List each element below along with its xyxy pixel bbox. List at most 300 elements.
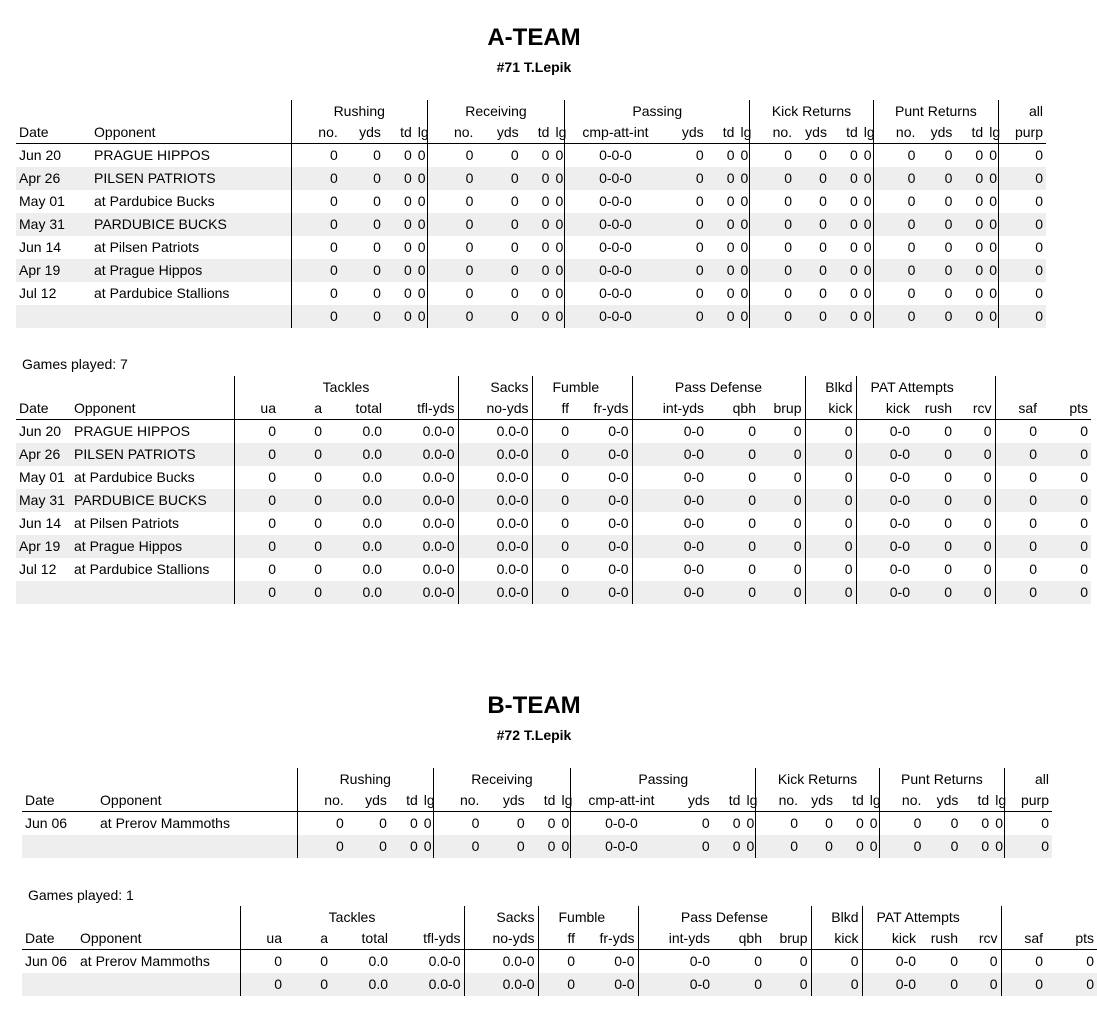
stat-cell: 0	[850, 285, 858, 301]
column-header: kick	[862, 928, 919, 950]
table-row	[16, 558, 1091, 581]
games-played: Games played: 1	[28, 887, 134, 903]
stat-cell: 0	[415, 259, 427, 282]
stat-cell: 0	[981, 815, 990, 831]
group-header-row	[22, 906, 1097, 928]
stat-cell: 0	[1080, 469, 1089, 485]
opponent-cell: at Prague Hippos	[91, 259, 291, 282]
column-header: rcv	[961, 928, 1001, 950]
stat-cell: 0	[873, 167, 918, 190]
stat-cell: 0	[805, 535, 856, 558]
stat-cell: 0	[522, 213, 553, 236]
column-header: yds	[801, 790, 836, 812]
stat-cell: 0	[918, 259, 955, 282]
stat-cell: 0	[737, 190, 749, 213]
total-cell: 0	[707, 581, 759, 604]
stat-cell: 0	[341, 167, 384, 190]
column-header: ua	[240, 928, 285, 950]
stat-cell: 0-0-0	[565, 167, 666, 190]
group-header: Punt Returns	[879, 768, 1004, 790]
stat-cell: 0	[737, 236, 749, 259]
total-cell: 0	[795, 305, 830, 328]
stat-cell: 0.0-0	[385, 466, 458, 489]
stat-cell: 0	[759, 558, 805, 581]
total-cell: 0	[918, 305, 955, 328]
total-cell: 0	[801, 835, 836, 858]
stat-cell: 0-0-0	[599, 239, 632, 255]
stat-cell: 0-0	[572, 512, 632, 535]
column-header: td	[528, 790, 559, 812]
stat-cell: 0	[341, 259, 384, 282]
total-label-cell	[16, 305, 291, 328]
stat-cell: 0	[819, 285, 827, 301]
stat-cell: 0	[516, 815, 525, 831]
stat-cell: 0	[329, 285, 338, 301]
column-header: kick	[856, 398, 913, 420]
stat-cell: 0	[850, 193, 858, 209]
stat-cell: 0	[918, 213, 955, 236]
stat-cell: 0	[743, 812, 755, 836]
column-header: yds	[672, 790, 713, 812]
column-header: no.	[427, 122, 476, 144]
stat-cell: 0	[805, 512, 856, 535]
stat-cell: 0	[765, 950, 811, 974]
column-header: td	[384, 122, 415, 144]
group-header: Passing	[565, 100, 750, 122]
column-header: pts	[1046, 928, 1097, 950]
column-header: td	[961, 790, 992, 812]
opponent-cell: at Pilsen Patriots	[91, 236, 291, 259]
games-played: Games played: 7	[22, 356, 128, 372]
stat-cell: 0	[995, 443, 1040, 466]
column-header: rcv	[955, 398, 995, 420]
opponent-cell: PRAGUE HIPPOS	[91, 144, 291, 168]
empty-cell	[1040, 376, 1091, 398]
column-header: cmp-att-int	[571, 790, 672, 812]
stat-cell: 0	[795, 213, 830, 236]
group-header: Sacks	[458, 376, 532, 398]
stat-cell: 0-0	[683, 469, 704, 485]
stat-cell: 0	[995, 489, 1040, 512]
stat-cell: 0	[750, 167, 795, 190]
stat-cell: 0	[291, 259, 340, 282]
total-cell: 0.0	[325, 581, 385, 604]
stat-cell: 0	[986, 190, 998, 213]
date-cell: May 31	[16, 489, 71, 512]
stat-cell: 0	[913, 815, 922, 831]
stat-cell: 0	[748, 469, 756, 485]
group-header: Rushing	[297, 768, 433, 790]
column-header: yds	[341, 122, 384, 144]
column-header: td	[836, 790, 867, 812]
stat-cell: 0.0-0	[458, 535, 532, 558]
column-header: Opponent	[91, 122, 291, 144]
stat-cell: 0	[279, 489, 325, 512]
stat-cell: 0	[522, 259, 553, 282]
defense-table	[16, 376, 1091, 604]
stat-cell: 0	[850, 239, 858, 255]
stat-cell: 0	[811, 950, 862, 974]
stat-cell: 0	[986, 213, 998, 236]
stat-cell: 0.0-0	[385, 558, 458, 581]
table-row	[22, 950, 1097, 974]
stat-cell: 0	[1080, 561, 1089, 577]
stat-cell: 0-0	[856, 535, 913, 558]
stat-cell: 0-0	[683, 561, 704, 577]
table-row	[16, 420, 1091, 444]
total-label-cell	[22, 835, 297, 858]
stat-cell: 0.0	[325, 535, 385, 558]
stat-cell: 0	[234, 489, 279, 512]
stat-cell: 0	[737, 167, 749, 190]
total-cell: 0	[961, 835, 992, 858]
stat-cell: 0	[268, 469, 276, 485]
total-cell: 0	[913, 581, 955, 604]
stat-cell: 0	[335, 815, 344, 831]
column-header: brup	[765, 928, 811, 950]
date-cell: Apr 26	[16, 167, 91, 190]
group-header: Tackles	[240, 906, 464, 928]
stat-cell: 0-0	[578, 950, 638, 974]
group-header: Sacks	[464, 906, 538, 928]
date-cell: Apr 19	[16, 259, 91, 282]
column-header: Date	[22, 790, 97, 812]
column-header: lg	[986, 122, 998, 144]
column-header: yds	[476, 122, 521, 144]
column-header: total	[331, 928, 391, 950]
stat-cell: 0	[975, 285, 984, 301]
column-header: td	[390, 790, 421, 812]
date-cell: Jul 12	[19, 561, 57, 577]
stat-cell: 0	[986, 259, 998, 282]
table-row	[16, 535, 1091, 558]
stat-cell: 0	[707, 259, 738, 282]
stat-cell: 0	[552, 144, 564, 168]
stat-cell: 0	[403, 193, 412, 209]
column-header: tfl-yds	[391, 928, 464, 950]
total-cell: 0	[558, 835, 570, 858]
stat-cell: 0	[341, 213, 384, 236]
stat-cell: 0	[476, 167, 521, 190]
column-header: td	[830, 122, 861, 144]
column-header: brup	[759, 398, 805, 420]
stat-cell: 0	[415, 213, 427, 236]
stat-cell: 0	[726, 239, 735, 255]
total-cell: 0	[666, 305, 707, 328]
total-cell: 0	[992, 835, 1004, 858]
stat-cell: 0	[759, 420, 805, 444]
opponent-cell: PARDUBICE BUCKS	[71, 489, 234, 512]
stat-cell: 0	[1080, 515, 1089, 531]
total-cell: 0-0	[862, 973, 919, 996]
empty-cell	[77, 906, 240, 928]
stat-cell: 0-0	[572, 535, 632, 558]
group-header: Blkd	[805, 376, 856, 398]
stat-cell: 0-0	[889, 515, 910, 531]
table-row	[22, 812, 1052, 836]
stat-cell: 0	[268, 561, 276, 577]
date-cell: Jul 12	[19, 285, 57, 301]
stat-cell: 0.0	[362, 423, 382, 439]
total-cell: 0	[707, 305, 738, 328]
column-header-row	[22, 790, 1052, 812]
stat-cell: 0	[1080, 423, 1089, 439]
table-row	[16, 190, 1046, 213]
stat-cell: 0	[918, 167, 955, 190]
empty-cell	[1046, 906, 1097, 928]
total-cell: 0-0	[856, 581, 913, 604]
stat-cell: 0	[955, 420, 995, 444]
stat-cell: 0	[861, 213, 873, 236]
stat-cell: 0	[944, 469, 952, 485]
stat-cell: 0.0	[362, 561, 382, 577]
stat-cell: 0-0-0	[599, 193, 632, 209]
stat-cell: 0	[329, 239, 338, 255]
column-header: lg	[992, 790, 1004, 812]
column-header: lg	[861, 122, 873, 144]
stat-cell: 0.0	[368, 953, 388, 969]
stat-cell: 0	[737, 282, 749, 305]
stat-cell: 0	[955, 512, 995, 535]
opponent-cell: at Prerov Mammoths	[97, 812, 297, 836]
stat-cell: 0	[913, 443, 955, 466]
stat-cell: 0	[784, 193, 793, 209]
stat-cell: 0	[861, 259, 873, 282]
column-header: no.	[756, 790, 801, 812]
stat-cell: 0.0-0	[385, 512, 458, 535]
total-cell: 0	[955, 581, 995, 604]
total-cell: 0	[995, 581, 1040, 604]
stat-cell: 0	[784, 147, 793, 163]
stat-cell: 0-0	[572, 466, 632, 489]
total-cell: 0	[955, 305, 986, 328]
column-header-row	[16, 398, 1091, 420]
total-cell: 0	[341, 305, 384, 328]
stat-cell: 0	[861, 236, 873, 259]
stat-cell: 0	[732, 815, 741, 831]
total-cell: 0	[433, 835, 482, 858]
stat-cell: 0	[913, 535, 955, 558]
total-cell: 0-0-0	[565, 305, 666, 328]
stat-cell: 0	[314, 515, 322, 531]
stat-cell: 0	[750, 213, 795, 236]
total-cell: 0	[476, 305, 521, 328]
stat-cell: 0	[701, 815, 710, 831]
stat-cell: 0	[726, 285, 735, 301]
stat-cell: 0	[944, 147, 953, 163]
opponent-cell: at Pardubice Stallions	[91, 282, 291, 305]
group-header: Tackles	[234, 376, 458, 398]
stat-cell: 0	[795, 259, 830, 282]
table-row	[16, 282, 1046, 305]
opponent-cell: at Pardubice Bucks	[91, 190, 291, 213]
stat-cell: 0	[547, 815, 556, 831]
stat-cell: 0-0	[572, 558, 632, 581]
column-header: td	[707, 122, 738, 144]
stat-cell: 0	[805, 420, 856, 444]
total-row	[16, 305, 1046, 328]
column-header: total	[325, 398, 385, 420]
group-header: Pass Defense	[632, 376, 805, 398]
column-header: no.	[879, 790, 924, 812]
stat-cell: 0	[1086, 953, 1095, 969]
stat-cell: 0	[415, 282, 427, 305]
stat-cell: 0	[476, 259, 521, 282]
stat-cell: 0	[759, 489, 805, 512]
stat-cell: 0	[561, 561, 569, 577]
stat-cell: 0	[907, 193, 916, 209]
total-cell: 0	[759, 581, 805, 604]
stat-cell: 0	[1040, 535, 1091, 558]
stat-cell: 0	[279, 443, 325, 466]
column-header: no.	[873, 122, 918, 144]
stat-cell: 0	[695, 193, 704, 209]
total-cell: 0	[713, 973, 765, 996]
column-header: no.	[297, 790, 346, 812]
stat-cell: 0	[415, 167, 427, 190]
column-header: yds	[918, 122, 955, 144]
stat-cell: 0	[510, 193, 519, 209]
total-cell: 0	[522, 305, 553, 328]
total-cell: 0	[347, 835, 390, 858]
stat-cell: 0	[234, 535, 279, 558]
column-header: Date	[22, 928, 77, 950]
stat-cell: 0	[950, 953, 958, 969]
column-header: fr-yds	[578, 928, 638, 950]
stat-cell: 0	[1029, 561, 1038, 577]
column-header: int-yds	[638, 928, 713, 950]
column-header: int-yds	[632, 398, 707, 420]
opponent-cell: PARDUBICE BUCKS	[91, 213, 291, 236]
stat-cell: 0	[999, 259, 1046, 282]
stat-cell: 0.0-0	[458, 420, 532, 444]
stat-cell: 0	[825, 815, 833, 831]
stat-cell: 0	[532, 443, 572, 466]
column-header: pts	[1040, 398, 1091, 420]
column-header: kick	[811, 928, 862, 950]
stat-cell: 0	[268, 423, 276, 439]
stat-cell: 0	[1029, 469, 1038, 485]
total-cell: 0	[384, 305, 415, 328]
stat-cell: 0	[465, 239, 474, 255]
stat-cell: 0	[955, 535, 995, 558]
stat-cell: 0	[759, 535, 805, 558]
date-cell: May 01	[19, 193, 65, 209]
stat-cell: 0	[955, 443, 995, 466]
total-cell: 0	[297, 835, 346, 858]
group-header: all	[1028, 103, 1043, 119]
stat-cell: 0.0-0	[458, 512, 532, 535]
stat-cell: 0	[748, 423, 756, 439]
total-cell: 0.0-0	[458, 581, 532, 604]
stat-cell: 0.0-0	[458, 558, 532, 581]
column-header: lg	[737, 122, 749, 144]
stat-cell: 0-0	[683, 423, 704, 439]
stat-cell: 0	[532, 535, 572, 558]
stat-cell: 0	[819, 239, 827, 255]
stat-cell: 0	[291, 213, 340, 236]
stat-cell: 0	[907, 147, 916, 163]
team-title: A-TEAM	[487, 24, 581, 51]
offense-table	[22, 768, 1052, 858]
column-header: lg	[558, 790, 570, 812]
column-header: lg	[421, 790, 433, 812]
stat-cell: 0	[314, 561, 322, 577]
total-row	[16, 581, 1091, 604]
stat-cell: 0	[986, 282, 998, 305]
column-header: a	[285, 928, 331, 950]
stat-cell: 0	[955, 489, 995, 512]
stat-cell: 0	[850, 147, 858, 163]
total-cell: 0	[415, 305, 427, 328]
stat-cell: 0.0-0	[385, 489, 458, 512]
total-cell: 0	[713, 835, 744, 858]
stat-cell: 0	[805, 489, 856, 512]
stat-cell: 0	[992, 812, 1004, 836]
column-header: no-yds	[458, 398, 532, 420]
stat-cell: 0-0	[889, 469, 910, 485]
stat-cell: 0	[1035, 953, 1044, 969]
column-header: td	[713, 790, 744, 812]
column-header: ff	[532, 398, 572, 420]
stat-cell: 0	[320, 953, 328, 969]
stat-cell: 0	[944, 561, 952, 577]
total-cell: 0	[1001, 973, 1046, 996]
stat-cell: 0	[561, 515, 569, 531]
column-header: yds	[482, 790, 527, 812]
total-cell: 0	[919, 973, 961, 996]
column-header: rush	[913, 398, 955, 420]
stat-cell: 0-0-0	[599, 285, 632, 301]
stat-cell: 0.0	[362, 469, 382, 485]
column-header: Opponent	[77, 928, 240, 950]
stat-cell: 0-0-0	[565, 213, 666, 236]
total-cell: 0	[861, 305, 873, 328]
stat-cell: 0.0-0	[458, 489, 532, 512]
stat-cell: 0.0-0	[385, 420, 458, 444]
stat-cell: 0	[274, 953, 282, 969]
stat-cell: 0	[961, 950, 1001, 974]
stat-cell: 0	[754, 953, 762, 969]
stat-cell: 0	[955, 466, 995, 489]
column-header: no.	[291, 122, 340, 144]
stat-cell: 0	[415, 144, 427, 168]
stat-cell: 0	[795, 167, 830, 190]
opponent-cell: at Pardubice Bucks	[71, 466, 234, 489]
stat-cell: 0	[234, 443, 279, 466]
stat-cell: 0	[552, 236, 564, 259]
total-cell: 0	[482, 835, 527, 858]
offense-table	[16, 100, 1046, 328]
total-cell: 0	[552, 305, 564, 328]
total-cell: 0	[830, 305, 861, 328]
stat-cell: 0	[784, 239, 793, 255]
stat-cell: 0	[314, 469, 322, 485]
stat-cell: 0-0	[632, 443, 707, 466]
group-header-row	[16, 376, 1091, 398]
column-header: lg	[743, 790, 755, 812]
stat-cell: 0	[999, 167, 1046, 190]
stat-cell: 0.0-0	[391, 950, 464, 974]
stat-cell: 0	[1029, 423, 1038, 439]
stat-cell: 0-0	[632, 535, 707, 558]
total-cell: 0	[672, 835, 713, 858]
column-header-row	[16, 122, 1046, 144]
stat-cell: 0	[707, 213, 738, 236]
group-header: Punt Returns	[873, 100, 998, 122]
stat-cell: 0	[726, 147, 735, 163]
stat-cell: 0	[666, 213, 707, 236]
